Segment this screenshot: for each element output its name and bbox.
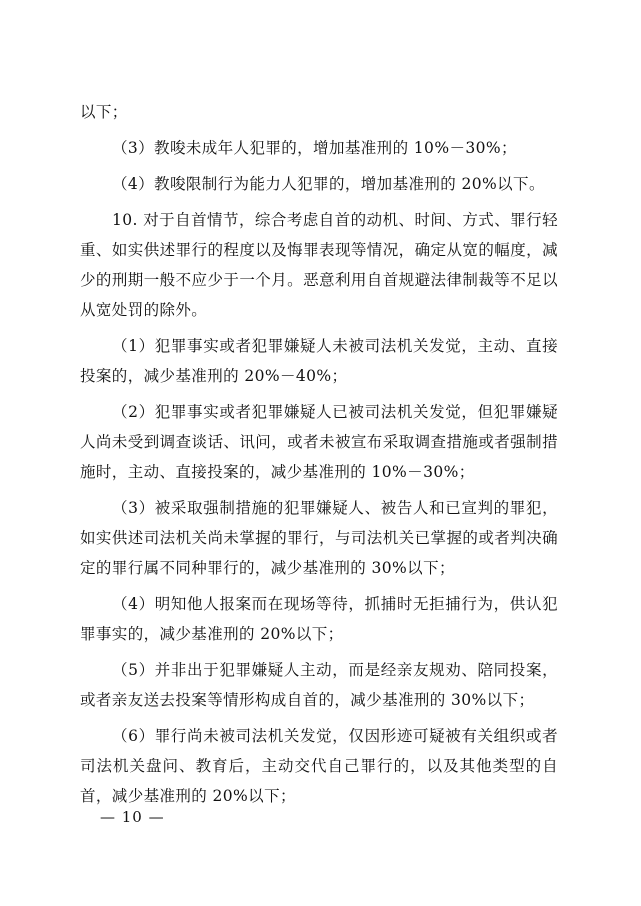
body-text <box>80 97 558 817</box>
paragraph-section-10: 10. 对于自首情节，综合考虑自首的动机、时间、方式、罪行轻重、如实供述罪行的程度以及悔罪表现等情况，确定从宽的幅度，减少的刑期一般不应少于一个月。恶意利用自首规避法律制裁等不足以从宽处罚的除外。 <box>80 211 558 319</box>
paragraph-surrender-item-2: （2）犯罪事实或者犯罪嫌疑人已被司法机关发觉，但犯罪嫌疑人尚未受到调查谈话、讯问，或者未被宣布采取调查措施或者强制措施时，主动、直接投案的，减少基准刑的 10%－30%； <box>80 403 558 481</box>
paragraph-surrender-item-3: （3）被采取强制措施的犯罪嫌疑人、被告人和已宣判的罪犯，如实供述司法机关尚未掌握的罪行，与司法机关已掌握的或者判决确定的罪行属不同种罪行的，减少基准刑的 30%以下； <box>80 499 558 577</box>
page-number: — 10 — <box>100 808 165 826</box>
paragraph-continuation: 以下； <box>80 103 128 121</box>
paragraph-item-3-minors: （3）教唆未成年人犯罪的，增加基准刑的 10%－30%； <box>112 139 517 157</box>
paragraph-surrender-item-4: （4）明知他人报案而在现场等待，抓捕时无拒捕行为，供认犯罪事实的，减少基准刑的 20%以下； <box>80 595 558 643</box>
paragraph-surrender-item-6: （6）罪行尚未被司法机关发觉，仅因形迹可疑被有关组织或者司法机关盘问、教育后，主动交代自己罪行的，以及其他类型的自首，减少基准刑的 20%以下； <box>80 727 558 805</box>
paragraph-surrender-item-1: （1）犯罪事实或者犯罪嫌疑人未被司法机关发觉，主动、直接投案的，减少基准刑的 20%－40%； <box>80 337 558 385</box>
paragraph-item-4-limited-capacity: （4）教唆限制行为能力人犯罪的，增加基准刑的 20%以下。 <box>112 175 545 193</box>
paragraph-surrender-item-5: （5）并非出于犯罪嫌疑人主动，而是经亲友规劝、陪同投案，或者亲友送去投案等情形构成自首的，减少基准刑的 30%以下； <box>80 661 558 709</box>
